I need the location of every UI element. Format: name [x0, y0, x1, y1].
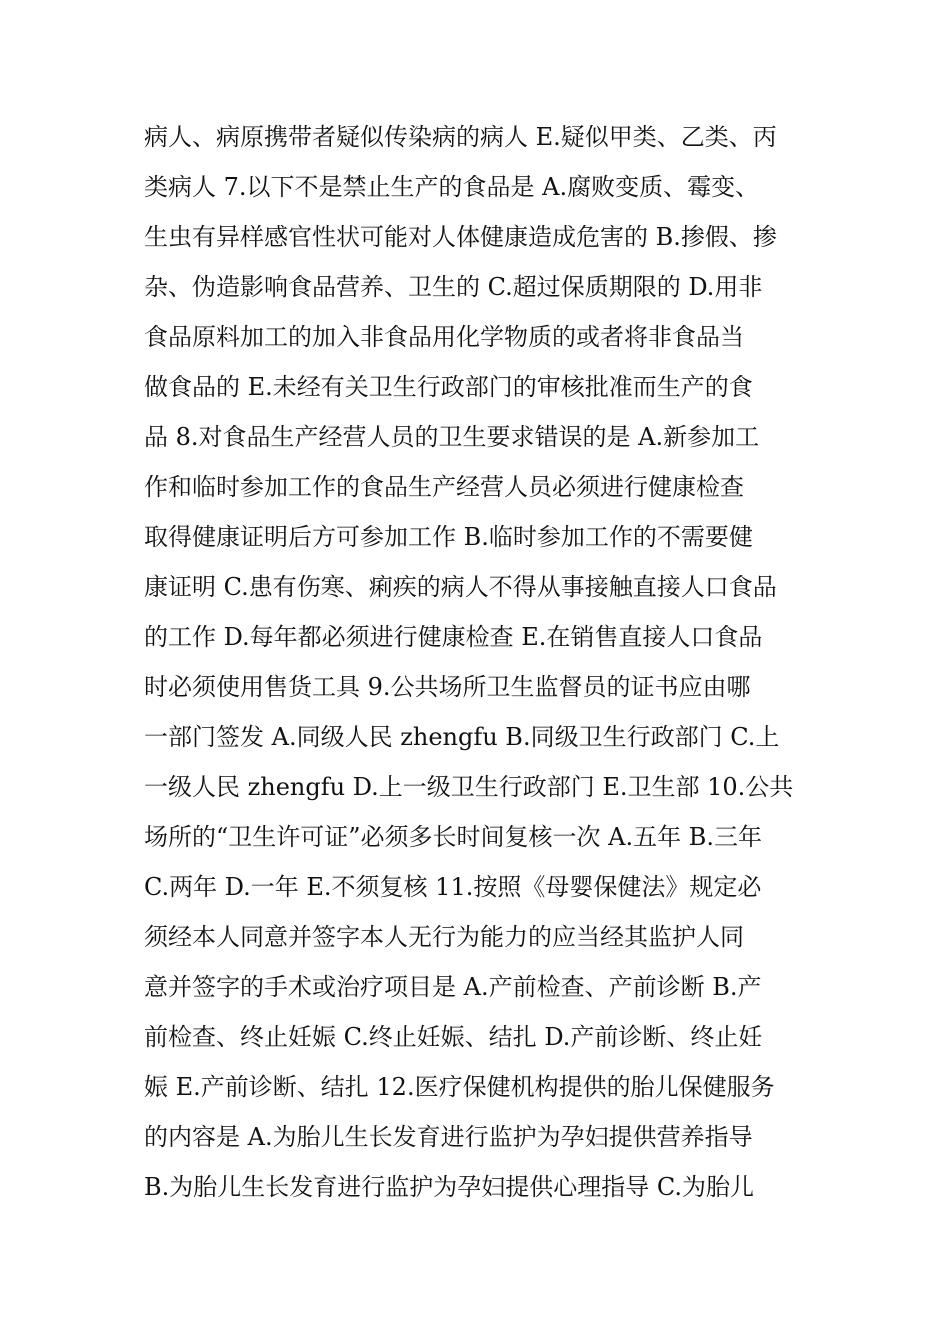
text-line: 的内容是 A.为胎儿生长发育进行监护为孕妇提供营养指导 — [144, 1123, 753, 1151]
text-line: 的工作 D.每年都必须进行健康检查 E.在销售直接人口食品 — [144, 623, 763, 651]
text-line: 一部门签发 A.同级人民 zhengfu B.同级卫生行政部门 C.上 — [144, 723, 780, 751]
text-line: 前检查、终止妊娠 C.终止妊娠、结扎 D.产前诊断、终止妊 — [144, 1023, 763, 1051]
text-line: 时必须使用售货工具 9.公共场所卫生监督员的证书应由哪 — [144, 673, 751, 701]
text-line: 意并签字的手术或治疗项目是 A.产前检查、产前诊断 B.产 — [144, 973, 762, 1001]
text-line: C.两年 D.一年 E.不须复核 11.按照《母婴保健法》规定必 — [144, 873, 762, 901]
text-line: 娠 E.产前诊断、结扎 12.医疗保健机构提供的胎儿保健服务 — [144, 1073, 775, 1101]
text-line: 病人、病原携带者疑似传染病的病人 E.疑似甲类、乙类、丙 — [144, 123, 777, 151]
body-text — [144, 112, 824, 1212]
text-line: 一级人民 zhengfu D.上一级卫生行政部门 E.卫生部 10.公共 — [144, 773, 794, 801]
text-line: 作和临时参加工作的食品生产经营人员必须进行健康检查 — [144, 473, 744, 501]
text-line: 类病人 7.以下不是禁止生产的食品是 A.腐败变质、霉变、 — [144, 173, 760, 201]
text-line: 食品原料加工的加入非食品用化学物质的或者将非食品当 — [144, 323, 744, 351]
text-line: 场所的“卫生许可证”必须多长时间复核一次 A.五年 B.三年 — [144, 823, 763, 851]
text-line: 取得健康证明后方可参加工作 B.临时参加工作的不需要健 — [144, 523, 753, 551]
text-line: 须经本人同意并签字本人无行为能力的应当经其监护人同 — [144, 923, 744, 951]
text-line: 品 8.对食品生产经营人员的卫生要求错误的是 A.新参加工 — [144, 423, 760, 451]
text-line: 康证明 C.患有伤寒、痢疾的病人不得从事接触直接人口食品 — [144, 573, 777, 601]
text-line: B.为胎儿生长发育进行监护为孕妇提供心理指导 C.为胎儿 — [144, 1173, 755, 1201]
text-line: 生虫有异样感官性状可能对人体健康造成危害的 B.掺假、掺 — [144, 223, 777, 251]
text-line: 杂、伪造影响食品营养、卫生的 C.超过保质期限的 D.用非 — [144, 273, 763, 301]
text-line: 做食品的 E.未经有关卫生行政部门的审核批准而生产的食 — [144, 373, 753, 401]
